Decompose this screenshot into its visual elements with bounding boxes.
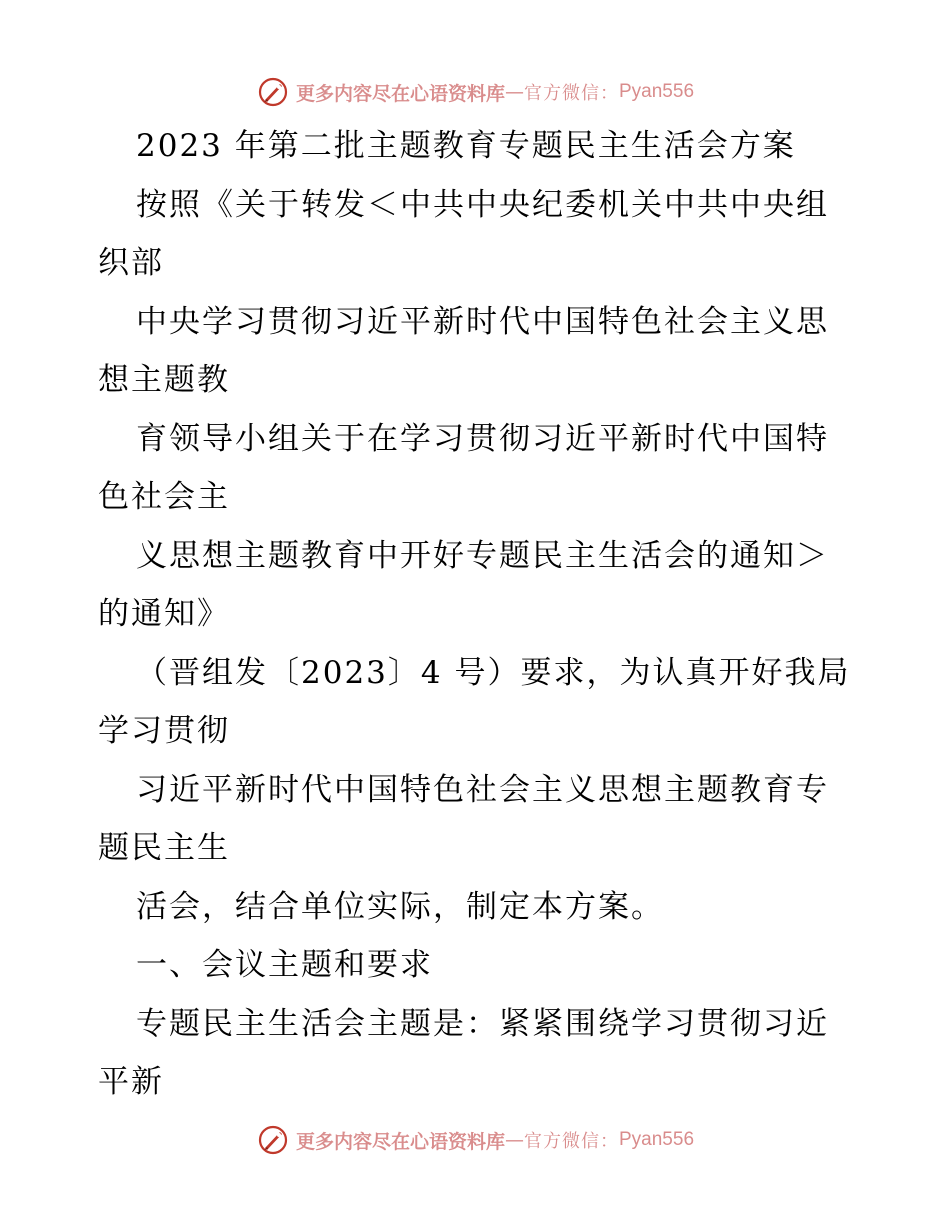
document-title: 2023 年第二批主题教育专题民主生活会方案 [136, 128, 796, 164]
paragraph-line: 按照《关于转发＜中共中央纪委机关中共中央组 [136, 187, 829, 223]
watermark-dash: — [505, 81, 524, 103]
watermark-wechat-id: Pyan556 [619, 1129, 695, 1150]
paragraph-line: 的通知》 [98, 596, 230, 632]
quill-pen-logo-icon [256, 1123, 290, 1157]
paragraph-line: 平新 [98, 1064, 164, 1100]
watermark-label: 官方微信： [524, 1131, 619, 1152]
paragraph-line: 育领导小组关于在学习贯彻习近平新时代中国特 [136, 421, 829, 457]
section-heading: 一、会议主题和要求 [136, 947, 433, 983]
paragraph-line: 学习贯彻 [98, 713, 230, 749]
quill-pen-logo-icon [256, 75, 290, 109]
footer-watermark [0, 1120, 950, 1160]
paragraph-line: 习近平新时代中国特色社会主义思想主题教育专 [136, 772, 829, 808]
paragraph-line: 活会，结合单位实际，制定本方案。 [136, 889, 664, 925]
paragraph-line: 义思想主题教育中开好专题民主生活会的通知＞ [136, 538, 829, 574]
watermark-brand: 更多内容尽在心语资料库 [295, 82, 505, 105]
paragraph-line: 色社会主 [98, 479, 230, 515]
paragraph-line: 想主题教 [98, 362, 230, 398]
watermark-dash: — [505, 1129, 524, 1151]
header-watermark [0, 72, 950, 112]
paragraph-line: 织部 [98, 245, 164, 281]
paragraph-line: 专题民主生活会主题是：紧紧围绕学习贯彻习近 [136, 1006, 829, 1042]
watermark-wechat-id: Pyan556 [619, 81, 695, 102]
paragraph-line: 题民主生 [98, 830, 230, 866]
watermark-brand: 更多内容尽在心语资料库 [295, 1130, 505, 1153]
paragraph-line: 中央学习贯彻习近平新时代中国特色社会主义思 [136, 304, 829, 340]
watermark-label: 官方微信： [524, 83, 619, 104]
paragraph-line: （晋组发〔2023〕4 号）要求，为认真开好我局 [136, 655, 851, 691]
